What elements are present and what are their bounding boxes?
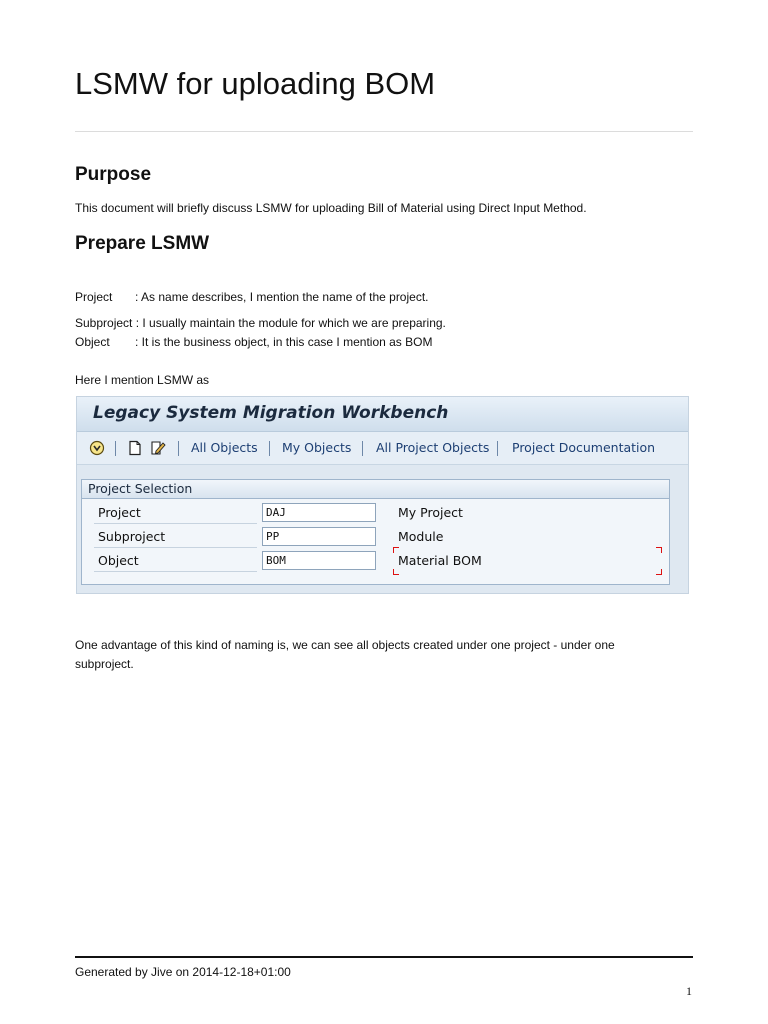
footer-generated-text: Generated by Jive on 2014-12-18+01:00 — [75, 965, 291, 979]
all-objects-button[interactable]: All Objects — [191, 440, 258, 455]
project-label: Project — [98, 505, 141, 520]
toolbar-separator — [362, 441, 363, 456]
all-project-objects-button[interactable]: All Project Objects — [376, 440, 490, 455]
selection-corner-marker — [393, 569, 399, 575]
definition-desc: : As name describes, I mention the name of the project. — [135, 290, 429, 304]
sap-window-title: Legacy System Migration Workbench — [93, 403, 449, 423]
definition-subproject — [75, 316, 446, 330]
panel-header — [82, 480, 669, 499]
object-row — [94, 549, 674, 573]
title-divider — [75, 131, 693, 132]
subproject-row — [94, 525, 674, 549]
label-underline — [94, 523, 257, 524]
selection-corner-marker — [656, 547, 662, 553]
purpose-heading: Purpose — [75, 164, 152, 185]
toolbar-separator — [269, 441, 270, 456]
sap-lsmw-screenshot — [76, 396, 689, 594]
definition-desc: : I usually maintain the module for which we are preparing. — [135, 316, 446, 330]
footer-divider — [75, 956, 693, 958]
selection-corner-marker — [656, 569, 662, 575]
subproject-label: Subproject — [98, 529, 166, 544]
edit-icon[interactable] — [150, 440, 166, 456]
definition-project — [75, 290, 429, 304]
definition-desc: : It is the business object, in this case I mention as BOM — [135, 335, 433, 349]
selection-corner-marker — [393, 547, 399, 553]
definition-term: Subproject — [75, 316, 133, 330]
definition-term: Object — [75, 335, 110, 349]
toolbar-separator — [115, 441, 116, 456]
project-row — [94, 501, 674, 525]
project-selection-panel — [81, 479, 670, 585]
purpose-text: This document will briefly discuss LSMW for uploading Bill of Material using Direct Input Method. — [75, 201, 587, 215]
prepare-lsmw-heading: Prepare LSMW — [75, 233, 210, 254]
execute-icon[interactable] — [89, 440, 105, 456]
project-documentation-button[interactable]: Project Documentation — [512, 440, 656, 455]
definition-object — [75, 335, 432, 349]
object-label: Object — [98, 553, 139, 568]
label-underline — [94, 571, 257, 572]
advantage-text: One advantage of this kind of naming is, we can see all objects created under one project - under one subproject. — [75, 638, 615, 671]
definition-term: Project — [75, 290, 113, 304]
panel-title: Project Selection — [88, 481, 193, 496]
object-input[interactable]: BOM — [262, 551, 376, 570]
my-objects-button[interactable]: My Objects — [282, 440, 352, 455]
intro-text: Here I mention LSMW as — [75, 373, 210, 387]
page-number: 1 — [686, 984, 692, 998]
toolbar-separator — [178, 441, 179, 456]
project-input[interactable]: DAJ — [262, 503, 376, 522]
sap-toolbar — [77, 432, 688, 465]
project-description: My Project — [398, 505, 463, 520]
document-title: LSMW for uploading BOM — [75, 66, 436, 101]
new-document-icon[interactable] — [127, 440, 143, 456]
object-description: Material BOM — [398, 553, 482, 568]
subproject-input[interactable]: PP — [262, 527, 376, 546]
toolbar-separator — [497, 441, 498, 456]
label-underline — [94, 547, 257, 548]
subproject-description: Module — [398, 529, 444, 544]
sap-title-bar — [77, 397, 688, 432]
